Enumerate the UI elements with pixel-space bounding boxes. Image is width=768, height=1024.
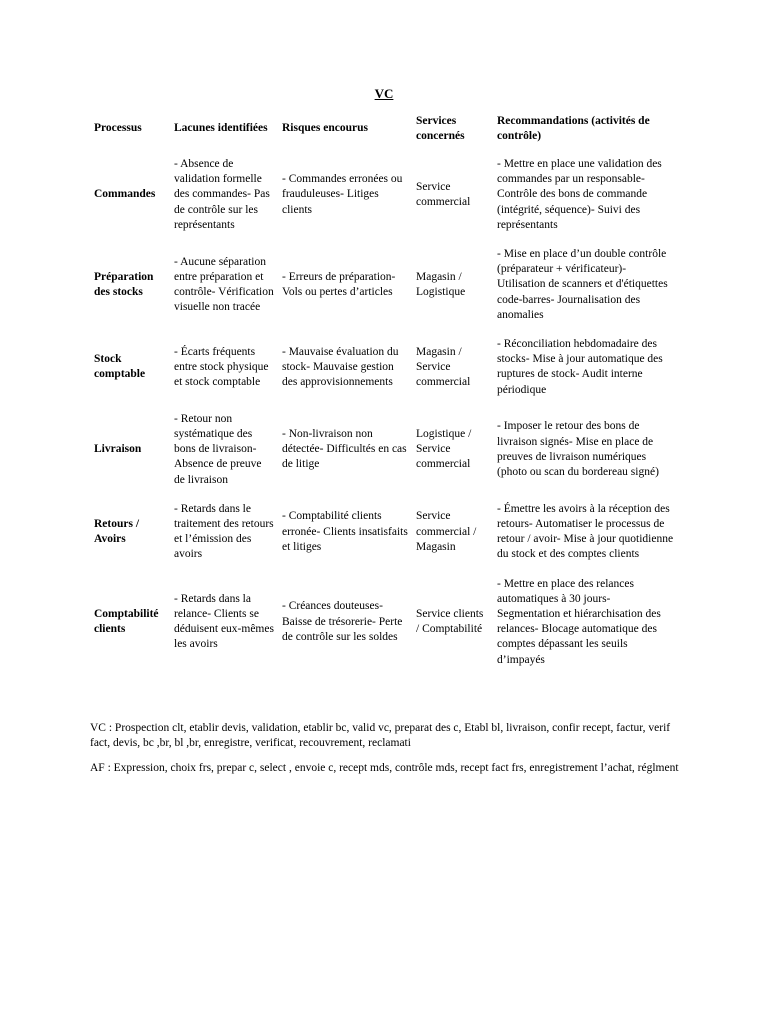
cell-recommandations: - Imposer le retour des bons de livraison signés- Mise en place de preuves de livraison numériques (photo ou scan du bordereau signé): [497, 420, 659, 479]
table-header-row: [90, 108, 680, 150]
header-services: Services concernés: [416, 114, 465, 142]
cell-services: Service clients / Comptabilité: [416, 608, 484, 636]
cell-lacunes: - Aucune séparation entre préparation et contrôle- Vérification visuelle non tracée: [174, 255, 274, 314]
cell-processus: Livraison: [94, 443, 142, 456]
cell-services: Service commercial: [416, 180, 471, 208]
cell-recommandations: - Mise en place d’un double contrôle (préparateur + vérificateur)- Utilisation de scanners et d'étiquettes code-barres- Journalisation des anomalies: [497, 248, 668, 321]
cell-risques: - Comptabilité clients erronée- Clients insatisfaits et litiges: [282, 510, 408, 553]
cell-services: Magasin / Service commercial: [416, 345, 471, 389]
cell-risques: - Mauvaise évaluation du stock- Mauvaise gestion des approvisionnements: [282, 345, 399, 389]
table-row: [90, 405, 680, 495]
note-af: AF : Expression, choix frs, prepar c, select , envoie c, recept mds, contrôle mds, recept fact frs, enregistrement l’achat, réglment: [90, 762, 679, 774]
table-row: [90, 330, 680, 405]
cell-services: Magasin / Logistique: [416, 270, 466, 299]
cell-services: Service commercial / Magasin: [416, 510, 477, 553]
cell-lacunes: - Écarts fréquents entre stock physique et stock comptable: [174, 345, 269, 389]
cell-processus: Comptabilité clients: [94, 608, 159, 636]
cell-processus: Commandes: [94, 188, 156, 201]
cell-processus: Stock comptable: [94, 353, 146, 381]
cell-processus: Préparation des stocks: [94, 270, 154, 299]
cell-recommandations: - Émettre les avoirs à la réception des retours- Automatiser le processus de retour / avoir- Mise à jour quotidienne du stock et des comptes clients: [497, 502, 674, 561]
header-risques: Risques encourus: [282, 122, 368, 135]
page-title: VC: [374, 86, 394, 101]
cell-risques: - Créances douteuses- Baisse de trésorerie- Perte de contrôle sur les soldes: [282, 600, 403, 643]
note-vc: VC : Prospection clt, etablir devis, validation, etablir bc, valid vc, preparat des c, Etabl bl, livraison, confir recept, factur, verif fact, devis, bc ,br, bl ,br, enregistre, verificat, recouvrement, reclamati: [90, 722, 671, 750]
cell-processus: Retours / Avoirs: [94, 518, 140, 546]
internal-control-table: [90, 108, 680, 675]
table-row: [90, 570, 680, 675]
table-row: [90, 150, 680, 240]
cell-lacunes: - Absence de validation formelle des commandes- Pas de contrôle sur les représentants: [174, 158, 270, 231]
cell-recommandations: - Mettre en place des relances automatiques à 30 jours- Segmentation et hiérarchisation des relances- Blocage automatique des comptes dépassant les seuils d’impayés: [497, 577, 661, 666]
cell-lacunes: - Retour non systématique des bons de livraison- Absence de preuve de livraison: [174, 412, 262, 486]
cell-lacunes: - Retards dans la relance- Clients se déduisent eux-mêmes les avoirs: [174, 592, 274, 651]
header-recommandations: Recommandations (activités de contrôle): [497, 114, 650, 142]
cell-recommandations: - Réconciliation hebdomadaire des stocks- Mise à jour automatique des ruptures de stock- Audit interne périodique: [497, 338, 663, 396]
table-row: [90, 495, 680, 570]
header-lacunes: Lacunes identifiées: [174, 122, 268, 135]
table-row: [90, 240, 680, 330]
header-processus: Processus: [94, 122, 142, 135]
cell-lacunes: - Retards dans le traitement des retours et l’émission des avoirs: [174, 502, 274, 561]
cell-risques: - Non-livraison non détectée- Difficultés en cas de litige: [282, 428, 407, 471]
cell-services: Logistique / Service commercial: [416, 428, 472, 471]
cell-risques: - Erreurs de préparation- Vols ou pertes d’articles: [282, 270, 396, 299]
cell-risques: - Commandes erronées ou frauduleuses- Litiges clients: [282, 173, 403, 216]
cell-recommandations: - Mettre en place une validation des commandes par un responsable- Contrôle des bons de commande (intégrité, séquence)- Suivi des représentants: [497, 158, 662, 231]
